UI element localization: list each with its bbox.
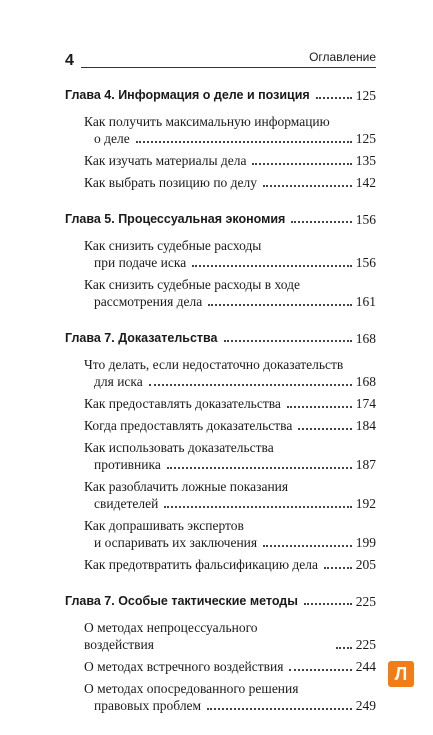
page-ref: 135 (355, 153, 376, 168)
publisher-logo-icon: Л (388, 661, 414, 687)
entry-line (84, 254, 376, 271)
toc-entry[interactable] (65, 658, 376, 675)
toc-entry[interactable] (65, 356, 376, 390)
chapter-heading[interactable] (65, 88, 376, 103)
leader-dots (287, 406, 352, 408)
entry-line (84, 495, 376, 512)
entry-line (84, 237, 376, 254)
entry-line (84, 152, 376, 169)
page-ref: 205 (355, 557, 376, 572)
entry-line (84, 456, 376, 473)
page-ref: 225 (355, 637, 376, 652)
entry-text: О методах встречного воздействия (84, 659, 284, 674)
entry-line (84, 417, 376, 434)
entry-text: о деле (94, 131, 130, 146)
entry-text: правовых проблем (94, 698, 202, 713)
page-ref: 125 (355, 131, 376, 146)
entry-line (84, 395, 376, 412)
chapter-title: Глава 7. Доказательства (65, 331, 218, 345)
entry-text: при подаче иска (94, 255, 187, 270)
toc-entry[interactable] (65, 152, 376, 169)
page-number: 4 (65, 52, 74, 69)
page-ref: 184 (355, 418, 376, 433)
page-ref: 161 (355, 294, 376, 309)
chapter-heading[interactable] (65, 212, 376, 227)
toc-entry[interactable] (65, 680, 376, 714)
page-ref: 168 (355, 374, 376, 389)
toc-section (65, 331, 376, 573)
leader-dots (304, 603, 352, 605)
entry-line (84, 356, 376, 373)
leader-dots (316, 97, 352, 99)
page-ref: 156 (355, 255, 376, 270)
page-ref: 174 (355, 396, 376, 411)
running-title: Оглавление (303, 50, 376, 64)
entry-text: свидетелей (94, 496, 159, 511)
page-ref: 187 (355, 457, 376, 472)
toc-entry[interactable] (65, 417, 376, 434)
leader-dots (263, 185, 352, 187)
entry-line (84, 130, 376, 147)
entry-line (84, 276, 376, 293)
page-ref: 244 (355, 659, 376, 674)
toc-entry[interactable] (65, 174, 376, 191)
toc-entry[interactable] (65, 517, 376, 551)
leader-dots (336, 647, 352, 649)
page-ref: 125 (355, 88, 376, 103)
entry-text: О методах непроцессуального воздействия (84, 620, 258, 652)
entry-line (84, 517, 376, 534)
page-ref: 199 (355, 535, 376, 550)
toc-entry[interactable] (65, 395, 376, 412)
toc-section (65, 212, 376, 310)
leader-dots (252, 163, 351, 165)
entry-line (84, 534, 376, 551)
entry-line (84, 439, 376, 456)
entry-line (84, 174, 376, 191)
entry-text: Как снизить судебные расходы в ходе (84, 277, 300, 292)
entry-line (84, 556, 376, 573)
toc-entry[interactable] (65, 113, 376, 147)
entry-text: Как снизить судебные расходы (84, 238, 262, 253)
entry-line (84, 680, 376, 697)
entry-text: Как предотвратить фальсификацию дела (84, 557, 318, 572)
chapter-heading[interactable] (65, 594, 376, 609)
entry-line (84, 478, 376, 495)
toc-entry[interactable] (65, 439, 376, 473)
header-rule (81, 67, 376, 68)
entry-text: О методах опосредованного решения (84, 681, 299, 696)
chapter-title: Глава 5. Процессуальная экономия (65, 212, 286, 226)
leader-dots (298, 428, 351, 430)
toc-entry[interactable] (65, 276, 376, 310)
toc-entry[interactable] (65, 237, 376, 271)
leader-dots (289, 669, 351, 671)
entry-text: и оспаривать их заключения (94, 535, 258, 550)
leader-dots (324, 567, 352, 569)
toc-entry[interactable] (65, 556, 376, 573)
chapter-heading[interactable] (65, 331, 376, 346)
entry-text: Как использовать доказательства (84, 440, 274, 455)
page-ref: 192 (355, 496, 376, 511)
chapter-title: Глава 4. Информация о деле и позиция (65, 88, 310, 102)
entry-text: Как предоставлять доказательства (84, 396, 281, 411)
leader-dots (164, 506, 351, 508)
page-header (65, 50, 376, 74)
entry-text: Как изучать материалы дела (84, 153, 247, 168)
entry-text: Что делать, если недостаточно доказательств (84, 357, 344, 372)
chapter-title: Глава 7. Особые тактические методы (65, 594, 298, 608)
toc-section (65, 594, 376, 714)
entry-line (84, 293, 376, 310)
page-ref: 168 (355, 331, 376, 346)
entry-line (84, 658, 376, 675)
table-of-contents (65, 88, 376, 735)
leader-dots (263, 545, 352, 547)
entry-line (84, 113, 376, 130)
leader-dots (208, 304, 351, 306)
entry-line (84, 619, 376, 653)
leader-dots (136, 141, 352, 143)
entry-text: противника (94, 457, 161, 472)
page-ref: 156 (355, 212, 376, 227)
entry-text: Когда предоставлять доказательства (84, 418, 293, 433)
entry-text: рассмотрения дела (94, 294, 203, 309)
leader-dots (224, 340, 352, 342)
toc-section (65, 88, 376, 191)
leader-dots (207, 708, 352, 710)
entry-text: Как допрашивать экспертов (84, 518, 244, 533)
page-ref: 142 (355, 175, 376, 190)
entry-line (84, 373, 376, 390)
entry-text: для иска (94, 374, 143, 389)
page-ref: 225 (355, 594, 376, 609)
toc-entry[interactable] (65, 619, 376, 653)
entry-text: Как получить максимальную информацию (84, 114, 330, 129)
leader-dots (291, 221, 351, 223)
entry-text: Как выбрать позицию по делу (84, 175, 258, 190)
page-ref: 249 (355, 698, 376, 713)
leader-dots (167, 467, 352, 469)
leader-dots (192, 265, 352, 267)
leader-dots (149, 384, 352, 386)
entry-text: Как разоблачить ложные показания (84, 479, 289, 494)
toc-entry[interactable] (65, 478, 376, 512)
